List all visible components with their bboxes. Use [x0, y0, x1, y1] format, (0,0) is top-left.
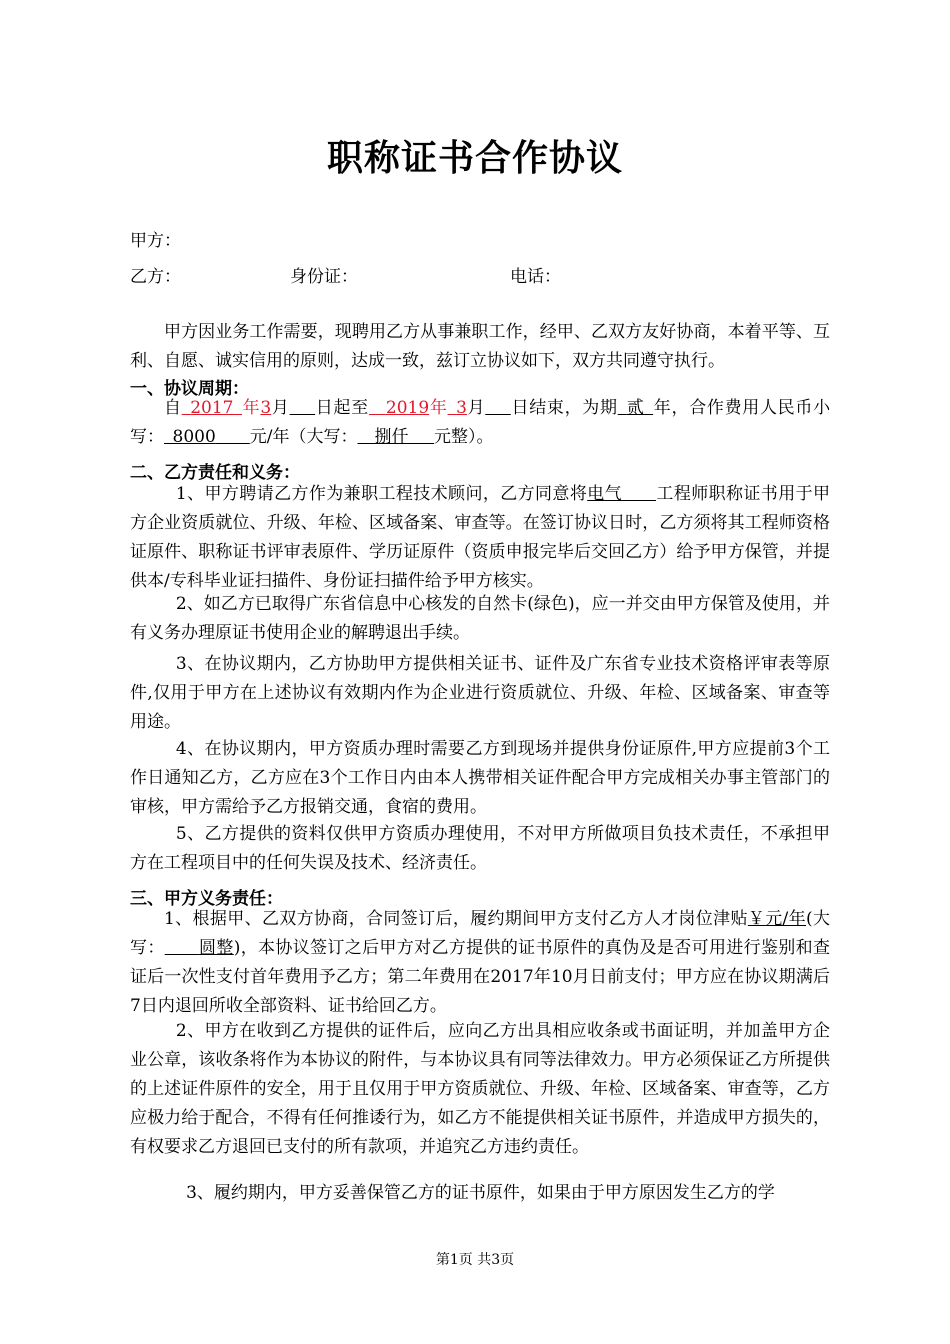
end-month: 3 — [456, 398, 467, 418]
section-2-item-4: 4、在协议期内，甲方资质办理时需要乙方到现场并提供身份证原件,甲方应提前3个工作日通知乙方，乙方应在3个工作日内由本人携带相关证件配合甲方完成相关办事主管部门的审核，甲方需给予乙方报销交通，食宿的费用。 — [130, 739, 830, 817]
section-2-heading: 二、乙方责任和义务： — [130, 463, 300, 483]
text-unit: 元/年（大写： — [249, 427, 358, 447]
intro-paragraph: 甲方因业务工作需要，现聘用乙方从事兼职工作，经甲、乙双方友好协商，本着平等、互利、自愿、诚实信用的原则，达成一致，兹订立协议如下，双方共同遵守执行。 — [130, 322, 830, 371]
end-day — [485, 398, 511, 418]
text-month: 月 — [271, 398, 290, 418]
section-3-heading: 三、甲方义务责任： — [130, 889, 283, 909]
start-month: 3 — [260, 398, 272, 418]
section-2-item-2: 2、如乙方已取得广东省信息中心核发的自然卡(绿色)，应一并交由甲方保管及使用，并有义务办理原证书使用企业的解聘退出手续。 — [130, 594, 830, 643]
fee-amount-cn: 捌仟 — [374, 427, 409, 447]
text-day-from: 日起至 — [315, 398, 369, 418]
text-month-2: 月 — [466, 398, 486, 418]
text-fee: 年，合作费用人民币小写： — [130, 398, 831, 447]
phone-label: 电话： — [510, 267, 561, 287]
text-from: 自 — [164, 398, 182, 418]
allowance-cn-label: (大写： — [130, 909, 830, 958]
section-1-term — [130, 394, 830, 452]
text-close: 元整）。 — [434, 427, 494, 447]
id-label: 身份证： — [290, 267, 358, 287]
party-a-line — [130, 226, 181, 251]
section-2-item-1 — [130, 480, 830, 596]
allowance-yen: ￥ — [747, 909, 766, 929]
certificate-field: 电气 — [587, 484, 623, 504]
page-footer: 第1页 共3页 — [435, 1252, 515, 1268]
section-3-item-1 — [130, 905, 830, 1021]
party-a-label: 甲方： — [130, 231, 181, 251]
fee-amount: 8000 — [172, 427, 216, 447]
item-1-text-e: )，本协议签订之后甲方对乙方提供的证书原件的真伪及是否可用进行鉴别和查证后一次性支付首年费用予乙方；第二年费用在2017年10月日前支付；甲方应在协议期满后7日内退回所收全部资料、证书给回乙方。 — [130, 938, 830, 1016]
section-2-item-3: 3、在协议期内，乙方协助甲方提供相关证书、证件及广东省专业技术资格评审表等原件,仅用于甲方在上述协议有效期内作为企业进行资质就位、升级、年检、区域备案、审查等用途。 — [130, 654, 830, 732]
text-end: 日结束，为期 — [510, 398, 618, 418]
party-b-label: 乙方： — [130, 267, 181, 287]
start-year: 2017 — [190, 398, 234, 418]
allowance-cn: 圆整 — [198, 938, 234, 958]
section-1-heading: 一、协议周期： — [130, 379, 249, 399]
section-3-item-3: 3、履约期内，甲方妥善保管乙方的证书原件，如果由于甲方原因发生乙方的学 — [186, 1183, 775, 1203]
party-b-line — [130, 262, 830, 287]
allowance-unit: 元/年 — [765, 909, 806, 929]
section-3-item-2: 2、甲方在收到乙方提供的证件后，应向乙方出具相应收条或书面证明，并加盖甲方企业公章，该收条将作为本协议的附件，与本协议具有同等法律效力。甲方必须保证乙方所提供的上述证件原件的安全，用于且仅用于甲方资质就位、升级、年检、区域备案、审查等，乙方应极力给于配合，不得有任何推诿行为，如乙方不能提供相关证书原件，并造成甲方损失的，有权要求乙方退回已支付的所有款项，并追究乙方违约责任。 — [130, 1021, 830, 1157]
text-year: 年 — [241, 398, 261, 418]
item-1-text-a: 1、甲方聘请乙方作为兼职工程技术顾问，乙方同意将 — [175, 484, 588, 504]
end-year: 2019 — [385, 398, 430, 418]
document-title: 职称证书合作协议 — [326, 138, 623, 179]
start-day — [290, 398, 316, 418]
section-2-item-5: 5、乙方提供的资料仅供甲方资质办理使用，不对甲方所做项目负技术责任，不承担甲方在工程项目中的任何失误及技术、经济责任。 — [130, 824, 830, 873]
period-years: 贰 — [626, 398, 645, 418]
item-1-text-a: 1、根据甲、乙双方协商，合同签订后，履约期间甲方支付乙方人才岗位津贴 — [164, 909, 748, 929]
text-year-2: 年 — [429, 398, 448, 418]
item-1-text-b: 工程师职称证书用于甲方企业资质就位、升级、年检、区域备案、审查等。在签订协议日时，乙方须将其工程师资格证原件、职称证书评审表原件、学历证原件（资质申报完毕后交回乙方）给予甲方保管，并提供本/专科毕业证扫描件、身份证扫描件给予甲方核实。 — [130, 484, 830, 591]
